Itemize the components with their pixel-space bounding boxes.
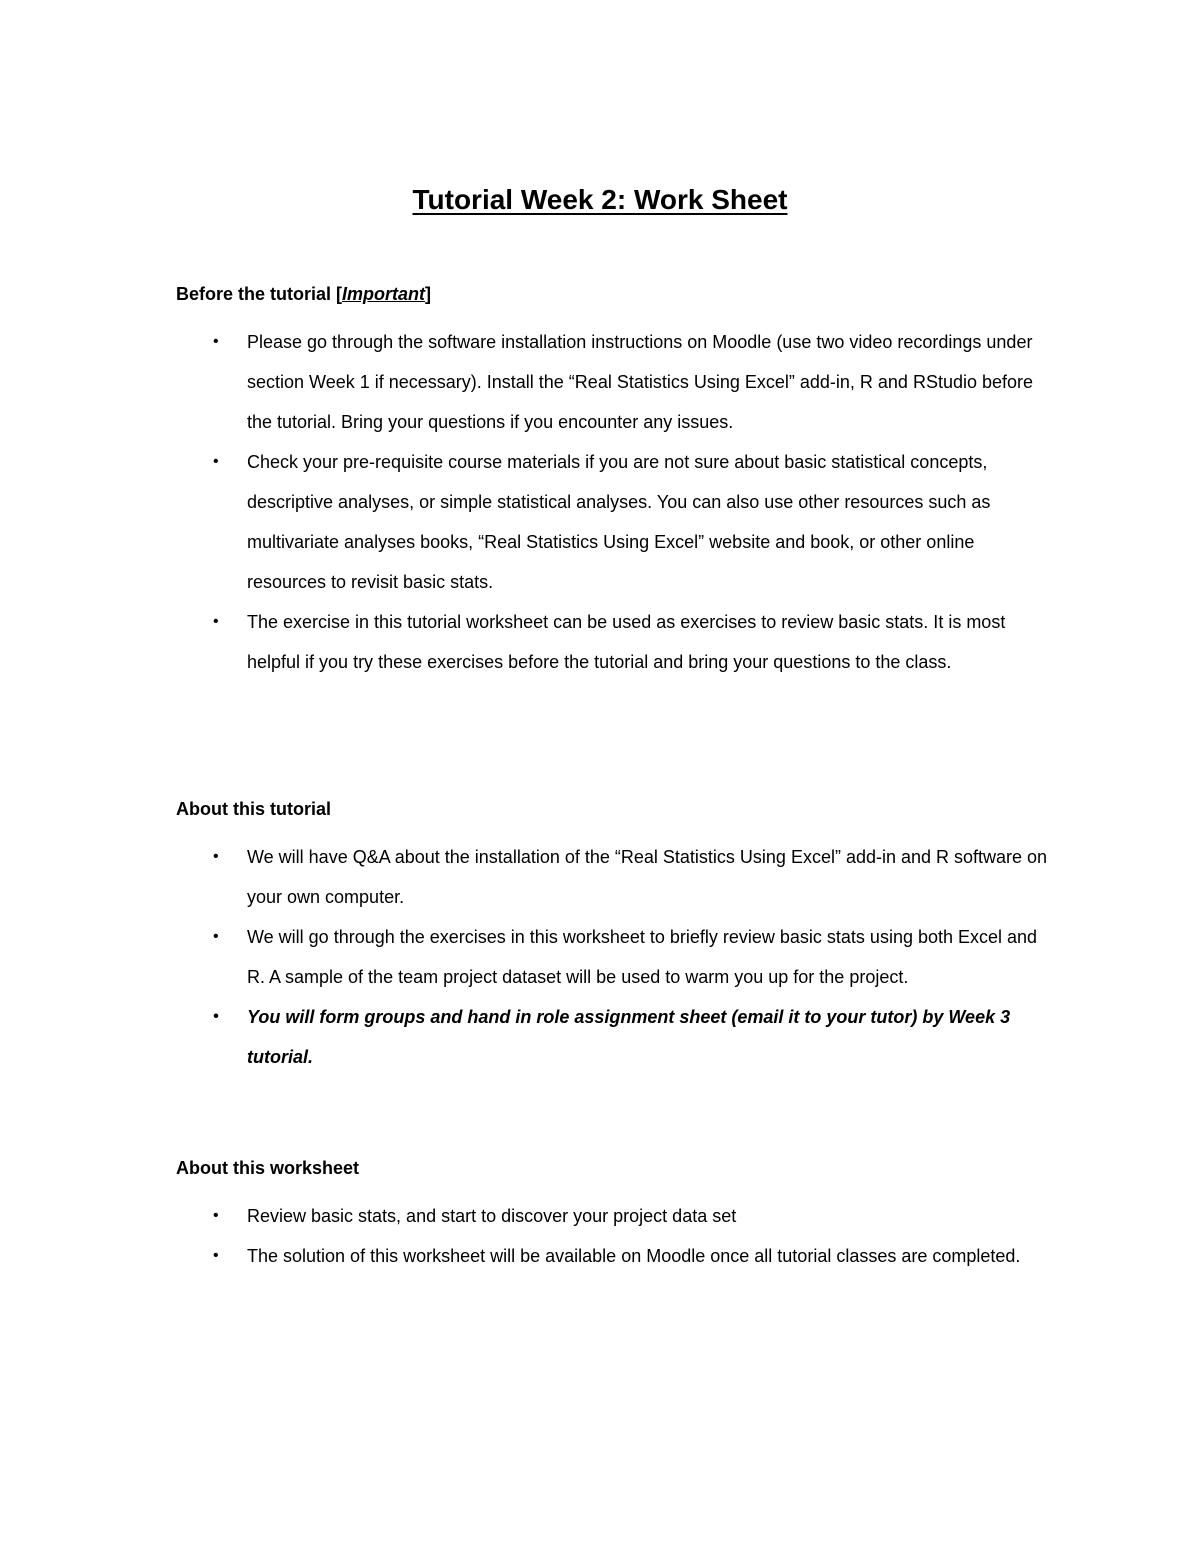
bullet-list-before-tutorial xyxy=(176,322,1056,682)
list-item xyxy=(176,1196,1056,1236)
list-item-text: Review basic stats, and start to discover your project data set xyxy=(247,1206,737,1226)
bullet-icon: • xyxy=(213,613,219,630)
list-item xyxy=(176,1236,1056,1276)
bullet-icon: • xyxy=(213,453,219,470)
bullet-icon: • xyxy=(213,1247,219,1264)
bullet-icon: • xyxy=(213,1008,219,1025)
bullet-icon: • xyxy=(213,848,219,865)
list-item xyxy=(176,917,1056,997)
list-item-text: We will go through the exercises in this worksheet to briefly review basic stats using both Excel and R. A sample of the team project dataset will be used to warm you up for the project. xyxy=(247,927,1038,987)
bullet-list-about-worksheet xyxy=(176,1196,1056,1276)
bullet-list-about-tutorial xyxy=(176,837,1056,1077)
page-title: Tutorial Week 2: Work Sheet xyxy=(412,184,788,215)
section-heading-about-tutorial: About this tutorial xyxy=(176,799,331,819)
bullet-icon: • xyxy=(213,1207,219,1224)
section-about-worksheet xyxy=(176,1156,1056,1276)
list-item xyxy=(176,602,1056,682)
section-heading-prefix: Before the tutorial [ xyxy=(176,284,343,304)
list-item xyxy=(176,322,1056,442)
list-item-text: The solution of this worksheet will be available on Moodle once all tutorial classes are completed. xyxy=(247,1246,1021,1266)
section-heading-before-tutorial xyxy=(176,282,1056,306)
list-item-emphasized xyxy=(176,997,1056,1077)
section-before-tutorial xyxy=(176,282,1056,682)
list-item-text: You will form groups and hand in role assignment sheet (email it to your tutor) by Week 3 tutorial. xyxy=(247,1007,1011,1067)
section-heading-suffix: ] xyxy=(425,284,432,304)
list-item xyxy=(176,837,1056,917)
list-item-text: Please go through the software installation instructions on Moodle (use two video recordings under section Week 1 if necessary). Install the “Real Statistics Using Excel” add-in, R and RStudio before the tutorial. Bring your questions if you encounter any issues. xyxy=(247,332,1034,432)
important-emphasis: Important xyxy=(342,284,426,304)
list-item-text: We will have Q&A about the installation of the “Real Statistics Using Excel” add-in and R software on your own computer. xyxy=(247,847,1048,907)
list-item-text: Check your pre-requisite course materials if you are not sure about basic statistical concepts, descriptive analyses, or simple statistical analyses. You can also use other resources such as multivariate analyses books, “Real Statistics Using Excel” website and book, or other online resources to revisit basic stats. xyxy=(247,452,991,592)
list-item xyxy=(176,442,1056,602)
list-item-text: The exercise in this tutorial worksheet can be used as exercises to review basic stats. It is most helpful if you try these exercises before the tutorial and bring your questions to the class. xyxy=(247,612,1006,672)
section-about-tutorial xyxy=(176,797,1056,1077)
bullet-icon: • xyxy=(213,928,219,945)
section-heading-about-worksheet: About this worksheet xyxy=(176,1158,360,1178)
bullet-icon: • xyxy=(213,333,219,350)
